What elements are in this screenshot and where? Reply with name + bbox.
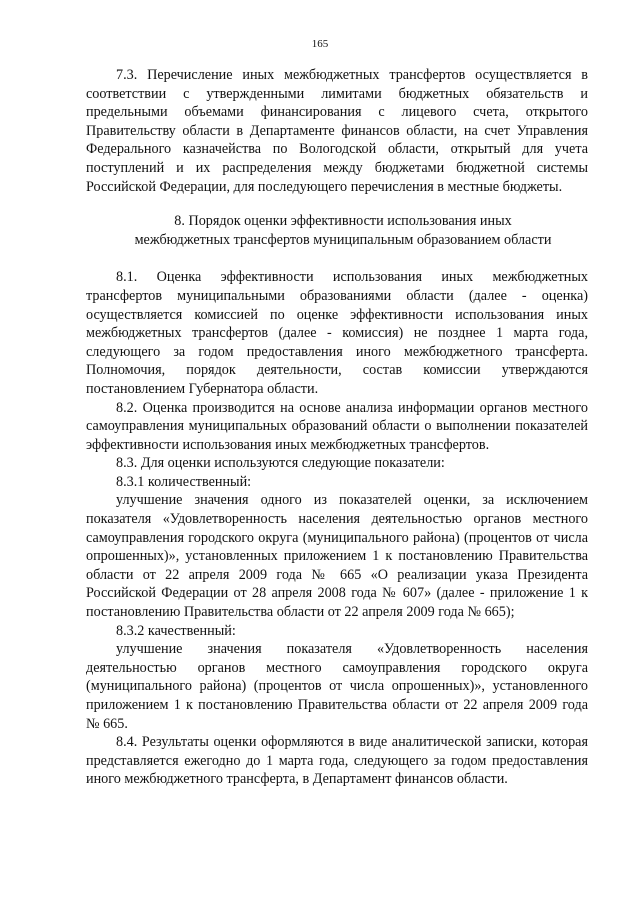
- page-number: 165: [311, 38, 329, 50]
- paragraph-8-3-2: 8.3.2 качественный:: [116, 622, 236, 639]
- paragraph-8-4: 8.4. Результаты оценки оформляются в виде аналитической записки, которая представляется ежегодно до 1 марта года, следующего за годом предоставления иного межбюджетного трансферта, в Департамент финансов области.: [86, 734, 588, 788]
- paragraph-8-3-1-text: улучшение значения одного из показателей оценки, за исключением показателя «Удовлетворенность населения деятельностью органов местного самоуправления городского округа (муниципального района) (процентов от числа опрошенных)», установленных приложением 1 к постановлению Правительства области от 22 апреля 2009 года № 665 «О реализации указа Президента Российской Федерации от 28 апреля 2008 года № 607» (далее - приложение 1 к постановлению Правительства области от 22 апреля 2009 года № 665);: [86, 492, 588, 621]
- section-heading-line-2: межбюджетных трансфертов муниципальным образованием области: [134, 231, 552, 248]
- paragraph-7-3: 7.3. Перечисление иных межбюджетных трансфертов осуществляется в соответствии с утвержденными лимитами бюджетных обязательств и предельными объемами финансирования с лицевого счета, открытого Правительству области в Департаменте финансов области, на счет Управления Федерального казначейства по Вологодской области, открытый для учета поступлений и их распределения между бюджетами бюджетной системы Российской Федерации, для последующего перечисления в местные бюджеты.: [86, 67, 588, 195]
- paragraph-8-1: 8.1. Оценка эффективности использования иных межбюджетных трансфертов муниципальными образованиями области (далее - оценка) осуществляется комиссией по оценке эффективности использования иных межбюджетных трансфертов (далее - комиссия) не позднее 1 марта года, следующего за годом предоставления иного межбюджетного трансферта. Полномочия, порядок деятельности, состав комиссии утверждаются постановлением Губернатора области.: [86, 269, 588, 397]
- paragraph-8-3: 8.3. Для оценки используются следующие показатели:: [116, 455, 445, 472]
- section-heading-line-1: 8. Порядок оценки эффективности использования иных: [174, 213, 512, 230]
- paragraph-8-3-2-text: улучшение значения показателя «Удовлетворенность населения деятельностью органов местного самоуправления городского округа (муниципального района) (процентов от числа опрошенных)», установленного приложением 1 к постановлению Правительства области от 22 апреля 2009 года № 665.: [86, 641, 588, 732]
- section-heading: [86, 212, 588, 249]
- paragraph-8-3-1: 8.3.1 количественный:: [116, 473, 252, 490]
- document-body: [86, 66, 588, 789]
- paragraph-8-2: 8.2. Оценка производится на основе анализа информации органов местного самоуправления муниципальных образований области о выполнении показателей эффективности использования иных межбюджетных трансфертов.: [86, 399, 588, 453]
